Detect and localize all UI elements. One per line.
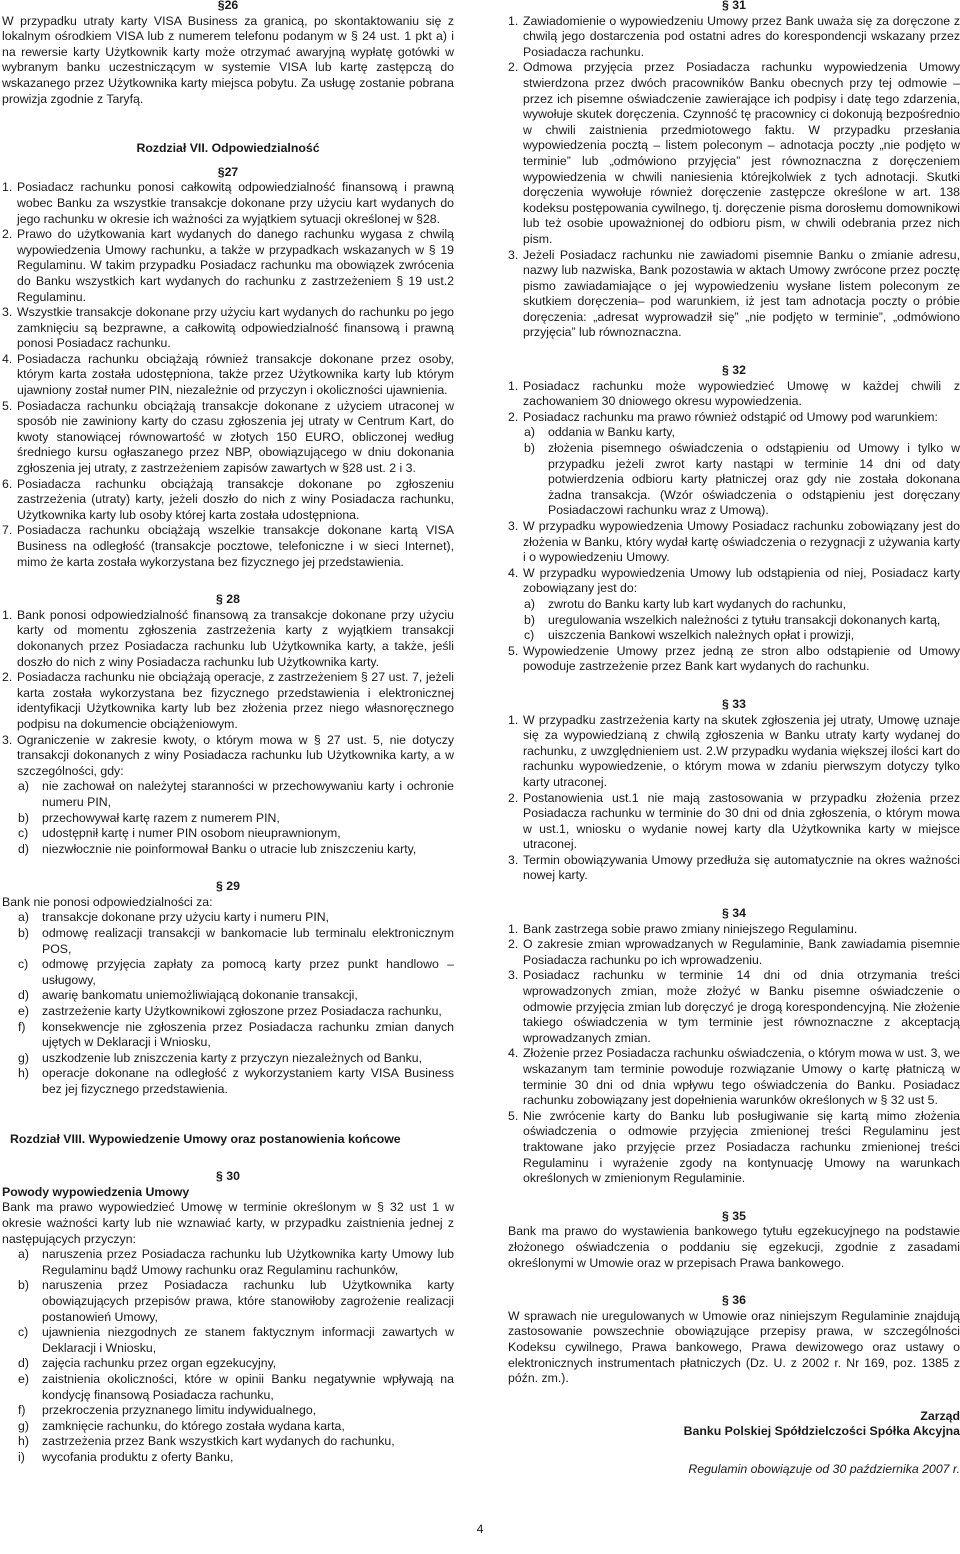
item-text: uszkodzenie lub zniszczenia karty z przyczyn niezależnych od Banku, (42, 1050, 423, 1065)
numbered-item (2, 399, 454, 477)
section-31-heading: § 31 (722, 0, 746, 12)
item-marker: 1. (508, 13, 519, 28)
section-28-list (2, 608, 454, 780)
item-text: Bank zastrzega sobie prawo zmiany niniejszego Regulaminu. (523, 921, 858, 936)
item-text: złożenia pisemnego oświadczenia o odstąpieniu od Umowy i tylko w przypadku jeżeli zwrot karty nastąpi w terminie 14 dni od daty potwierdzenia odbioru karty płatniczej oraz gdy nie została dokonana żadna transakcja. (Wzór oświadczenia o odstąpieniu jest doręczany Posiadaczowi rachunku wraz z Umową). (548, 441, 960, 518)
item-text: Posiadacza rachunku obciążają również transakcje dokonane przez osoby, którym karta została udostępniona, także przez Użytkownika karty lub którym ujawniony został numer PIN, niezależnie od przyczyn i okoliczności ujawnienia. (17, 351, 454, 398)
section-32-letters-b (508, 597, 960, 644)
numbered-item (2, 180, 454, 227)
numbered-item (508, 922, 960, 938)
item-text: Posiadacza rachunku nie obciążają operacje, z zastrzeżeniem § 27 ust. 7, jeżeli karta została wykorzystana bez fizycznego przedstawienia i elektronicznej identyfikacji Użytkownika karty lub bez złożenia przez niego własnoręcznego podpisu na dokumencie obciążeniowym. (17, 670, 454, 731)
chapter-7-heading: Rozdział VII. Odpowiedzialność (136, 141, 320, 156)
item-text: transakcje dokonane przy użyciu karty i numeru PIN, (42, 910, 330, 925)
item-text: Posiadacza rachunku obciążają transakcje dokonane po zgłoszeniu zastrzeżenia (utraty) karty, jeżeli doszło do nich z winy Posiadacza rachunku, Użytkownika karty lub osoby której karta została udostępniona. (17, 476, 454, 522)
lettered-item (18, 957, 454, 988)
item-text: Złożenie przez Posiadacza rachunku oświadczenia, o którym mowa w ust. 3, we wskazanym tam terminie powoduje rozwiązanie Umowy o kartę płatniczą w terminie 30 dni od dnia wpływu tego oświadczenia do Banku. Posiadacz rachunku zobowiązany jest dopełnienia warunków określonych w § 32 ust 5. (523, 1046, 960, 1108)
item-text: zwrotu do Banku karty lub kart wydanych do rachunku, (548, 596, 847, 611)
section-30-letters (2, 1247, 454, 1465)
item-marker: c) (18, 957, 29, 972)
item-marker: 5. (508, 643, 519, 658)
numbered-item (508, 713, 960, 791)
section-29-letters (2, 910, 454, 1097)
lettered-item (18, 1450, 454, 1466)
numbered-item (2, 477, 454, 524)
item-text: O zakresie zmian wprowadzanych w Regulaminie, Bank zawiadamia pisemnie Posiadacza rachunku po ich wprowadzeniu. (523, 937, 960, 967)
item-marker: d) (18, 841, 29, 856)
item-text: W przypadku wypowiedzenia Umowy Posiadacz rachunku zobowiązany jest do złożenia w Banku, który wydał kartę oświadczenia o rezygnacji z używania karty i o wypowiedzeniu Umowy. (523, 519, 960, 565)
item-text: wycofania produktu z oferty Banku, (42, 1449, 234, 1464)
item-marker: c) (18, 1325, 29, 1340)
numbered-item (508, 248, 960, 342)
item-marker: 4. (508, 565, 519, 580)
item-marker: 3. (508, 247, 519, 262)
lettered-item (18, 811, 454, 827)
item-text: zaistnienia okoliczności, które w opinii Banku negatywnie wpływają na kondycję finansową Posiadacza rachunku, (42, 1371, 454, 1402)
section-34-list (508, 922, 960, 1187)
numbered-item (508, 853, 960, 884)
item-marker: b) (18, 810, 29, 825)
item-text: przekroczenia przyznanego limitu indywidualnego, (42, 1403, 317, 1418)
lettered-item (524, 425, 960, 441)
item-text: naruszenia przez Posiadacza rachunku lub Użytkownika karty obowiązujących przepisów prawa, które stanowiłoby zagrożenie realizacji postanowień Umowy, (42, 1278, 454, 1324)
item-marker: 7. (2, 523, 13, 538)
item-marker: g) (18, 1050, 29, 1065)
item-text: uiszczenia Bankowi wszelkich należnych opłat i prowizji, (548, 628, 855, 643)
item-marker: f) (18, 1403, 26, 1418)
section-36-text: W sprawach nie uregulowanych w Umowie oraz niniejszym Regulaminie znajdują zastosowanie powszechnie obowiązujące przepisy prawa, w szczególności Kodeksu cywilnego, Prawa bankowego, Prawa dewizowego oraz ustawy o elektronicznych instrumentach płatniczych (Dz. U. z 2002 r. Nr 169, poz. 1385 z późn. zm.). (508, 1308, 960, 1386)
item-text: nie zachował on należytej staranności w przechowywaniu karty i ochronie numeru PIN, (42, 779, 454, 809)
item-text: Zawiadomienie o wypowiedzeniu Umowy przez Bank uważa się za doręczone z chwilą jego dostarczenia pod ostatni adres do korespondencji wskazany przez Posiadacza rachunku. (523, 13, 960, 59)
numbered-item (508, 937, 960, 968)
lettered-item (18, 1051, 454, 1067)
item-marker: a) (524, 596, 535, 611)
item-marker: b) (18, 926, 29, 941)
section-32-heading: § 32 (722, 363, 746, 378)
item-marker: 2. (508, 60, 519, 75)
lettered-item (18, 1066, 454, 1097)
item-marker: 2. (2, 227, 13, 242)
item-text: zastrzeżenia przez Bank wszystkich kart wydanych do rachunku, (42, 1434, 395, 1449)
section-27-list (2, 180, 454, 570)
item-text: zamknięcie rachunku, do którego została wydana karta, (42, 1418, 345, 1433)
page-number: 4 (476, 1522, 484, 1536)
item-marker: e) (18, 1004, 29, 1019)
item-marker: 1. (2, 180, 13, 195)
item-text: Jeżeli Posiadacz rachunku nie zawiadomi pisemnie Banku o zmianie adresu, nazwy lub nazwiska, Bank pozostawia w aktach Umowy zwrócone przez pocztę pismo zawiadamiające o jej wypowiedzeniu wysłane listem poleconym ze skutkiem doręczenia– pod warunkiem, iż jest tam adnotacja poczty o próbie doręczenia: „adresat wyprowadził się” „nie podjęto w terminie”, „odmówiono przyjęcia” lub równoznaczna. (523, 247, 960, 340)
lettered-item (524, 441, 960, 519)
item-marker: 3. (508, 852, 519, 867)
item-marker: 2. (508, 937, 519, 952)
item-marker: 1. (508, 378, 519, 393)
lettered-item (18, 988, 454, 1004)
item-marker: b) (524, 612, 535, 627)
item-marker: a) (18, 1247, 29, 1262)
chapter-8-heading: Rozdział VIII. Wypowiedzenie Umowy oraz postanowienia końcowe (10, 1131, 401, 1146)
lettered-item (18, 1419, 454, 1435)
item-text: Posiadacz rachunku ma prawo również odstąpić od Umowy pod warunkiem: (523, 409, 938, 424)
item-marker: 5. (2, 398, 13, 413)
numbered-item (2, 670, 454, 732)
lettered-item (18, 910, 454, 926)
item-text: Wypowiedzenie Umowy przez jedną ze stron albo odstąpienie od Umowy powoduje zastrzeżenie przez Bank kart wydanych do rachunku. (523, 643, 960, 674)
signature-bank: Banku Polskiej Spółdzielczości Spółka Akcyjna (683, 1424, 960, 1439)
item-text: Odmowa przyjęcia przez Posiadacza rachunku wypowiedzenia Umowy stwierdzona przez dwóch pracowników Banku obecnych przy tej odmowie – przez ich pisemne oświadczenie zawierające ich podpisy i datę tego zdarzenia, wywołuje skutek doręczenia. Czynność tę pracownicy ci dokonują bezpośrednio w chwili zaistnienia przedmiotowego faktu. W przypadku przesłania wypowiedzenia pocztą – listem poleconym – adnotacja poczty „nie podjęto w terminie” lub „odmówiono przyjęcia” jest równoznaczna z doręczeniem wypowiedzenia w chwili naniesienia którejkolwiek z tych adnotacji. Skutki doręczenia wywołuje również doręczenie zastępcze określone w art. 138 kodeksu postępowania cywilnego, tj. doręczenie pisma dorosłemu domownikowi lub też osobie upoważnionej do odbioru pism, w chwili odebrania przez nich pism. (523, 60, 960, 246)
section-31-list (508, 14, 960, 341)
section-32-list-c (508, 644, 960, 675)
item-text: uregulowania wszelkich należności z tytułu transakcji dokonanych kartą, (548, 612, 941, 627)
item-marker: h) (18, 1066, 29, 1081)
item-marker: b) (18, 1278, 29, 1293)
lettered-item (18, 779, 454, 810)
item-marker: 3. (508, 968, 519, 983)
lettered-item (18, 826, 454, 842)
item-text: Posiadacza rachunku obciążają wszelkie transakcje dokonane kartą VISA Business na odległość (transakcje pocztowe, telefoniczne i w sieci Internet), mimo że karta została wykorzystana bez fizycznego jej przedstawienia. (17, 523, 454, 569)
item-marker: e) (18, 1371, 29, 1386)
item-text: Ograniczenie w zakresie kwoty, o którym mowa w § 27 ust. 5, nie dotyczy transakcji dokonanych z winy Posiadacza rachunku lub Użytkownika karty, a w szczególności, gdy: (17, 732, 454, 778)
lettered-item (18, 1278, 454, 1325)
numbered-item (508, 60, 960, 247)
item-marker: a) (18, 910, 29, 925)
item-marker: d) (18, 988, 29, 1003)
item-marker: 3. (2, 305, 13, 320)
item-marker: 2. (508, 409, 519, 424)
item-marker: b) (524, 441, 535, 456)
section-36-heading: § 36 (722, 1293, 746, 1308)
item-text: Bank ponosi odpowiedzialność finansową za transakcje dokonane przy użyciu karty od momentu zgłoszenia zastrzeżenia karty z wyjątkiem transakcji dokonanych przez Posiadacza rachunku lub Użytkownika karty, a także, jeśli doszło do nich z winy Posiadacza rachunku lub Użytkownika karty. (17, 607, 454, 669)
lettered-item (524, 613, 960, 629)
lettered-item (524, 597, 960, 613)
item-marker: 4. (508, 1046, 519, 1061)
item-marker: 3. (2, 732, 13, 747)
lettered-item (18, 926, 454, 957)
item-text: Posiadacza rachunku obciążają transakcje dokonane z użyciem utraconej w sposób nie zawiniony karty do czasu zgłoszenia jej utraty w Centrum Kart, do kwoty stanowiącej równowartość w złotych 150 EURO, obliczonej według średniego kursu ogłaszanego przez NBP, obowiązującego w dniu dokonania zgłoszenia jej utraty, z zastrzeżeniem zapisów zawartych w §28 ust. 2 i 3. (17, 398, 454, 476)
item-marker: a) (18, 779, 29, 794)
item-text: zastrzeżenie karty Użytkownikowi zgłoszone przez Posiadacza rachunku, (42, 1004, 442, 1019)
item-marker: 2. (2, 670, 13, 685)
numbered-item (508, 791, 960, 853)
item-marker: 3. (508, 519, 519, 533)
item-marker: a) (524, 425, 535, 440)
lettered-item (524, 628, 960, 644)
item-text: Postanowienia ust.1 nie mają zastosowania w przypadku złożenia przez Posiadacza rachunku w terminie do 30 dni od dnia zgłoszenia, o którym mowa w ust.1, wniosku o wydanie nowej karty dla Użytkownika karty w miejsce utraconej. (523, 790, 960, 852)
item-marker: g) (18, 1418, 29, 1433)
numbered-item (508, 410, 960, 426)
numbered-item (508, 1046, 960, 1108)
numbered-item (2, 608, 454, 670)
item-text: Nie zwrócenie karty do Banku lub posługiwanie się kartą mimo złożenia oświadczenia o odmowie przyjęcia zmienionej treści Regulaminu jest traktowane jako przyjęcie przez Posiadacza rachunku zmienionej treści Regulaminu i wyrażenie zgody na kontynuację Umowy na warunkach określonych w zmienionym Regulaminie. (523, 1108, 960, 1186)
lettered-item (18, 1247, 454, 1278)
item-marker: 2. (508, 790, 519, 805)
signature-board: Zarząd (920, 1408, 960, 1423)
item-text: ujawnienia niezgodnych ze stanem faktycznym informacji zawartych w Deklaracji i Wniosku, (42, 1325, 454, 1355)
section-34-heading: § 34 (722, 906, 746, 921)
section-29-heading: § 29 (216, 879, 240, 894)
item-text: zajęcia rachunku przez organ egzekucyjny, (42, 1356, 277, 1371)
section-26-text: W przypadku utraty karty VISA Business za granicą, po skontaktowaniu się z lokalnym ośrodkiem VISA lub z numerem telefonu podanym w § 24 ust. 1 pkt a) i na rewersie karty Użytkownik karty może otrzymać awaryjną wypłatę gotówki w wybranym banku uczestniczącym w systemie VISA lub kartę zastępczą do wskazanego przez Użytkownika karty miejsca pobytu. Za usługę zostanie pobrana prowizja zgodnie z Taryfą. (2, 13, 454, 106)
item-text: konsekwencje nie zgłoszenia przez Posiadacza rachunku zmian danych ujętych w Deklaracji i Wniosku, (42, 1019, 454, 1050)
item-text: W przypadku wypowiedzenia Umowy lub odstąpienia od niej, Posiadacz karty zobowiązany jest do: (523, 565, 960, 596)
item-text: Posiadacz rachunku ponosi całkowitą odpowiedzialność finansową i prawną wobec Banku za wszystkie transakcje dokonane przy użyciu kart wydanych do jego rachunku w okresie ich ważności za wyjątkiem sytuacji określonej w §28. (17, 180, 454, 226)
item-marker: i) (18, 1449, 25, 1464)
lettered-item (18, 842, 454, 858)
lettered-item (18, 1004, 454, 1020)
lettered-item (18, 1020, 454, 1051)
item-text: Posiadacz rachunku może wypowiedzieć Umowę w każdej chwili z zachowaniem 30 dniowego okresu wypowiedzenia. (523, 378, 960, 409)
numbered-item (2, 305, 454, 352)
item-text: oddania w Banku karty, (548, 425, 675, 440)
section-32-list (508, 379, 960, 426)
section-29-intro: Bank nie ponosi odpowiedzialności za: (2, 894, 213, 909)
lettered-item (18, 1434, 454, 1450)
section-30-subheading: Powody wypowiedzenia Umowy (2, 1184, 190, 1199)
section-33-heading: § 33 (722, 696, 746, 711)
item-text: przechowywał kartę razem z numerem PIN, (42, 810, 280, 825)
item-text: awarię bankomatu uniemożliwiającą dokonanie transakcji, (42, 988, 358, 1003)
section-32-letters-a (508, 425, 960, 519)
item-text: udostępnił kartę i numer PIN osobom nieuprawnionym, (42, 826, 341, 841)
item-marker: f) (18, 1019, 26, 1034)
item-marker: h) (18, 1434, 29, 1449)
numbered-item (508, 644, 960, 675)
numbered-item (2, 227, 454, 305)
section-28-heading: § 28 (216, 592, 240, 607)
section-35-heading: § 35 (722, 1208, 746, 1223)
section-30-intro: Bank ma prawo wypowiedzieć Umowę w terminie określonym w § 32 ust 1 w okresie ważności karty lub nie wznawiać karty, w przypadku zaistnienia jednej z następujących przyczyn: (2, 1200, 454, 1246)
section-30-heading: § 30 (216, 1169, 240, 1184)
numbered-item (508, 1109, 960, 1187)
item-marker: 4. (2, 351, 13, 366)
item-marker: c) (524, 628, 535, 643)
left-column (2, 0, 454, 1465)
section-28-letters (2, 779, 454, 857)
item-text: W przypadku zastrzeżenia karty na skutek zgłoszenia jej utraty, Umowę uznaje się za wypowiedzianą z chwilą zgłoszenia w Banku utraty karty wydanej do rachunku, z uwzględnieniem ust. 2.W przypadku wydania większej ilości kart do rachunku wypowiedzenie, o którym mowa w zdaniu pierwszym dotyczy tylko karty utraconej. (523, 712, 960, 789)
numbered-item (2, 352, 454, 399)
section-27-heading: §27 (217, 164, 239, 179)
item-marker: 5. (508, 1108, 519, 1123)
item-marker: d) (18, 1356, 29, 1371)
item-marker: 1. (508, 712, 519, 727)
item-text: Prawo do użytkowania kart wydanych do danego rachunku wygasa z chwilą wypowiedzenia Umowy rachunku, a także w przypadkach wskazanych w § 19 Regulaminu. W takim przypadku Posiadacz rachunku ma obowiązek zwrócenia do Banku wszystkich kart wydanych do rachunku z zastrzeżeniem § 19 ust.2 Regulaminu. (17, 227, 454, 304)
numbered-item (508, 566, 960, 597)
validity-note: Regulamin obowiązuje od 30 października 2007 r. (688, 1461, 960, 1476)
lettered-item (18, 1403, 454, 1419)
item-marker: 6. (2, 476, 13, 491)
lettered-item (18, 1372, 454, 1403)
numbered-item (508, 14, 960, 61)
section-33-list (508, 713, 960, 885)
item-text: Wszystkie transakcje dokonane przy użyciu kart wydanych do rachunku po jego zamknięciu są bezprawne, a całkowitą odpowiedzialność finansową i prawną ponosi Posiadacz rachunku. (17, 305, 454, 351)
numbered-item (2, 523, 454, 570)
item-text: naruszenia przez Posiadacza rachunku lub Użytkownika karty Umowy lub Regulaminu bądź Umowy rachunku oraz Regulaminu rachunków, (42, 1247, 454, 1277)
numbered-item (2, 733, 454, 780)
numbered-item (508, 968, 960, 1046)
item-text: niezwłocznie nie poinformował Banku o utracie lub zniszczeniu karty, (42, 841, 417, 856)
item-text: Termin obowiązywania Umowy przedłuża się automatycznie na okres ważności nowej karty. (523, 852, 960, 883)
item-text: Posiadacz rachunku w terminie 14 dni od dnia otrzymania treści wprowadzonych zmian, może złożyć w Banku pisemne oświadczenie o odmowie przyjęcia zmian lub doręczyć je drogą korespondencyjną. Nie złożenie takiego oświadczenia w tym terminie jest równoznaczne z akceptacją wprowadzanych zmian. (523, 968, 960, 1045)
item-text: odmowę realizacji transakcji w bankomacie lub terminalu elektronicznym POS, (42, 926, 454, 956)
section-35-text: Bank ma prawo do wystawienia bankowego tytułu egzekucyjnego na podstawie złożonego oświadczenia o poddaniu się egzekucji, zgodnie z zasadami określonymi w Umowie oraz w przepisach Prawa bankowego. (508, 1224, 960, 1270)
item-text: operacje dokonane na odległość z wykorzystaniem karty VISA Business bez jej fizycznego przedstawienia. (42, 1066, 454, 1096)
numbered-item (508, 379, 960, 410)
right-column (508, 0, 960, 1477)
item-marker: 1. (508, 921, 519, 936)
numbered-item (508, 519, 960, 566)
section-32-list-b (508, 519, 960, 597)
item-text: odmowę przyjęcia zapłaty za pomocą karty przez punkt handlowo – usługowy, (42, 957, 454, 987)
item-marker: c) (18, 826, 29, 841)
item-marker: 1. (2, 607, 13, 622)
section-26-heading: §26 (217, 0, 239, 12)
lettered-item (18, 1356, 454, 1372)
lettered-item (18, 1325, 454, 1356)
